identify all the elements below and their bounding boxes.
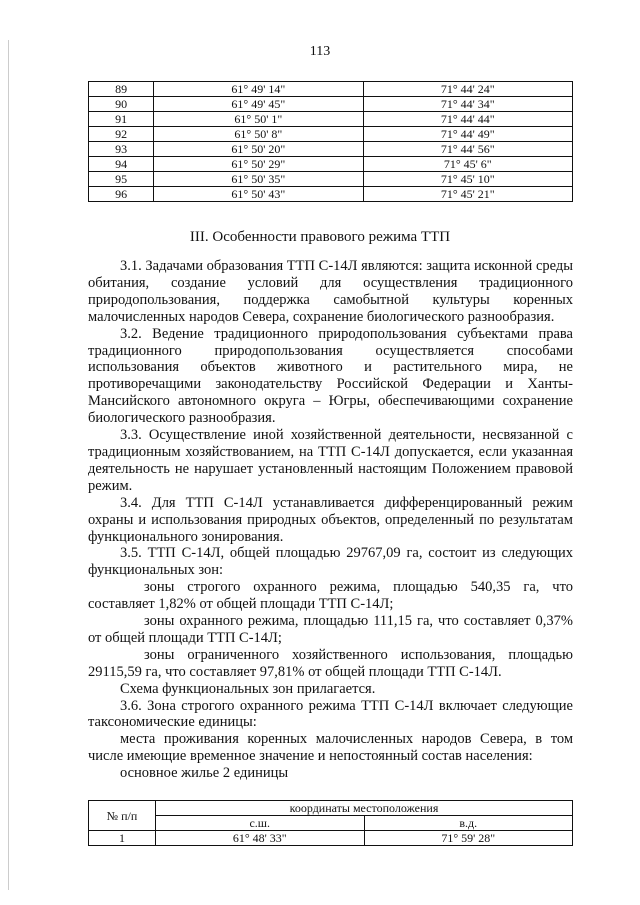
longitude-cell: 71° 45' 6" [363,157,572,172]
table-header-row [89,801,573,816]
places-of-residence: места проживания коренных малочисленных народов Севера, в том числе имеющие временное значение и непостоянный состав населения: [88,731,573,765]
row-number: 93 [89,142,154,157]
latitude-cell: 61° 48' 33" [156,831,365,846]
table-row [89,831,573,846]
section-title: III. Особенности правового режима ТТП [189,229,451,245]
longitude-cell: 71° 44' 49" [363,127,572,142]
paragraph-3-4: 3.4. Для ТТП С-14Л устанавливается дифференцированный режим охраны и использования природных объектов, определенный по результатам функционального зонирования. [88,494,573,545]
longitude-cell: 71° 44' 56" [363,142,572,157]
header-latitude: с.ш. [156,816,365,831]
table-row [89,172,573,187]
margin-line [8,40,9,890]
longitude-cell: 71° 44' 44" [363,112,572,127]
paragraph-3-5: 3.5. ТТП С-14Л, общей площадью 29767,09 га, состоит из следующих функциональных зон: [88,545,573,579]
main-housing: основное жилье 2 единицы [120,765,289,782]
page-number: 113 [309,44,331,59]
zone-strict: зоны строгого охранного режима, площадью 540,35 га, что составляет 1,82% от общей площади ТТП С-14Л; [88,579,573,613]
table-row [89,142,573,157]
header-number: № п/п [89,801,156,831]
row-number: 90 [89,97,154,112]
latitude-cell: 61° 50' 43" [154,187,363,202]
row-number: 95 [89,172,154,187]
location-coordinates-table [88,800,573,846]
table-row [89,157,573,172]
longitude-cell: 71° 44' 34" [363,97,572,112]
table-row [89,187,573,202]
latitude-cell: 61° 49' 45" [154,97,363,112]
latitude-cell: 61° 50' 29" [154,157,363,172]
row-number: 92 [89,127,154,142]
table-row [89,112,573,127]
table-row [89,82,573,97]
table-row [89,97,573,112]
longitude-cell: 71° 45' 21" [363,187,572,202]
row-number: 1 [89,831,156,846]
table-row [89,127,573,142]
scheme-note: Схема функциональных зон прилагается. [120,680,376,697]
row-number: 89 [89,82,154,97]
latitude-cell: 61° 50' 1" [154,112,363,127]
paragraph-3-6: 3.6. Зона строгого охранного режима ТТП С-14Л включает следующие таксономические единицы: [88,697,573,731]
paragraph-3-2: 3.2. Ведение традиционного природопользования субъектами права традиционного природопользования осуществляется способами использования объектов животного и растительного мира, не противоречащими законодательству Российской Федерации и Ханты-Мансийского автономного округа – Югры, обеспечивающими сохранение биологического разнообразия. [88,325,573,427]
header-coordinates: координаты местоположения [156,801,573,816]
table-subheader-row [89,816,573,831]
row-number: 94 [89,157,154,172]
header-longitude: в.д. [364,816,573,831]
paragraph-3-1: 3.1. Задачами образования ТТП С-14Л являются: защита исконной среды обитания, создание условий для осуществления традиционного природопользования, поддержка самобытной культуры коренных малочисленных народов Севера, сохранение биологического разнообразия. [88,258,573,325]
latitude-cell: 61° 50' 20" [154,142,363,157]
paragraph-3-3: 3.3. Осуществление иной хозяйственной деятельности, несвязанной с традиционным хозяйствованием, на ТТП С-14Л допускается, если указанная деятельность не нарушает установленный настоящим Положением правовой режим. [88,427,573,494]
row-number: 96 [89,187,154,202]
latitude-cell: 61° 50' 35" [154,172,363,187]
coordinates-table [88,81,573,202]
longitude-cell: 71° 44' 24" [363,82,572,97]
zone-limited: зоны ограниченного хозяйственного использования, площадью 29115,59 га, что составляет 97,81% от общей площади ТТП С-14Л. [88,646,573,680]
longitude-cell: 71° 59' 28" [364,831,573,846]
row-number: 91 [89,112,154,127]
document-body [88,258,573,782]
latitude-cell: 61° 49' 14" [154,82,363,97]
latitude-cell: 61° 50' 8" [154,127,363,142]
longitude-cell: 71° 45' 10" [363,172,572,187]
zone-protected: зоны охранного режима, площадью 111,15 га, что составляет 0,37% от общей площади ТТП С-14Л; [88,613,573,646]
